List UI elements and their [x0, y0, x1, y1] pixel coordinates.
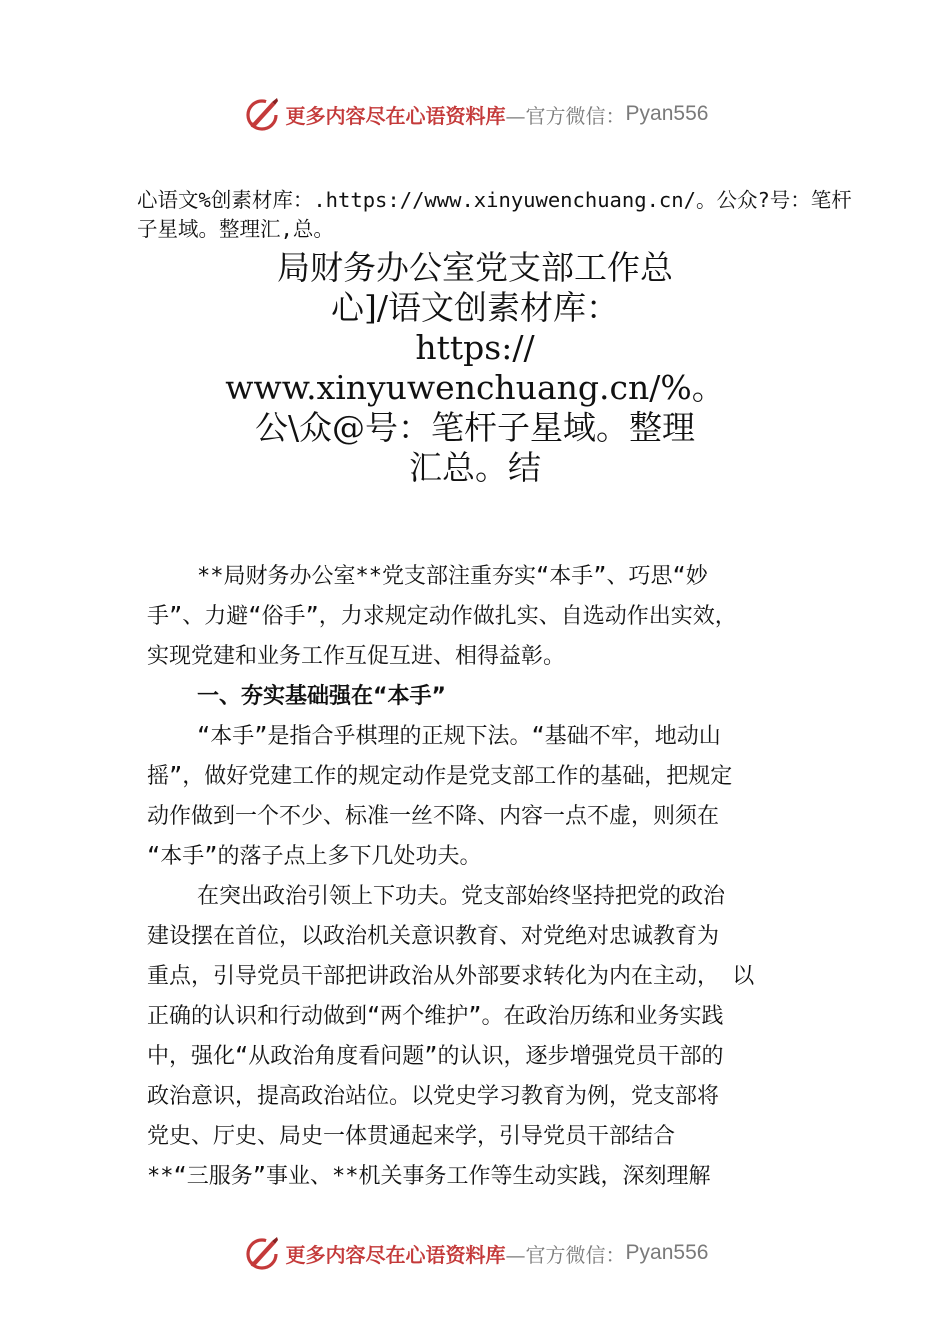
banner-wechat-label: —官方微信： [505, 1242, 626, 1267]
paragraph-line: 动作做到一个不少、标准一丝不降、内容一点不虚，则须在 [147, 804, 720, 829]
banner-wechat-id: Pyan556 [625, 1241, 709, 1264]
paragraph-line: 手”、力避“俗手”，力求规定动作做扎实、自选动作出实效， [147, 604, 737, 629]
brush-seal-logo-icon [242, 94, 282, 134]
paragraph-line: 实现党建和业务工作互促互进、相得益彰。 [147, 644, 566, 669]
title-line: 汇总。结 [409, 448, 541, 487]
title-line: 心]/语文创素材库： [331, 288, 619, 327]
document-title [150, 248, 800, 488]
paragraph-line: **“三服务”事业、**机关事务工作等生动实践，深刻理解 [147, 1164, 711, 1189]
title-line: 局财务办公室党支部工作总 [277, 248, 673, 287]
header-banner [0, 92, 950, 136]
banner-wechat-label: —官方微信： [505, 103, 626, 128]
paragraph-line: “本手”是指合乎棋理的正规下法。“基础不牢，地动山 [197, 724, 721, 749]
paragraph-line: 建设摆在首位，以政治机关意识教育、对党绝对忠诚教育为 [147, 924, 720, 949]
banner-wechat-id: Pyan556 [625, 102, 709, 125]
title-line: https:// [415, 328, 535, 367]
paragraph-line: 在突出政治引领上下功夫。党支部始终坚持把党的政治 [197, 884, 726, 909]
banner-title: 更多内容尽在心语资料库 [285, 1242, 506, 1267]
paragraph-line: “本手”的落子点上多下几处功夫。 [147, 844, 482, 869]
title-line: www.xinyuwenchuang.cn/%。 [225, 368, 725, 407]
paragraph-line: 政治意识，提高政治站位。以党史学习教育为例，党支部将 [147, 1084, 720, 1109]
paragraph-line: 中，强化“从政治角度看问题”的认识，逐步增强党员干部的 [147, 1044, 724, 1069]
title-line: 公\众@号：笔杆子星域。整理 [254, 408, 696, 447]
paragraph-line: 重点，引导党员干部把讲政治从外部要求转化为内在主动， 以 [147, 964, 755, 989]
paragraph-line: 党史、厅史、局史一体贯通起来学，引导党员干部结合 [147, 1124, 676, 1149]
brush-seal-logo-icon [242, 1233, 282, 1273]
footer-banner [0, 1231, 950, 1275]
paragraph-line: 正确的认识和行动做到“两个维护”。在政治历练和业务实践 [147, 1004, 724, 1029]
paragraph-line: **局财务办公室**党支部注重夯实“本手”、巧思“妙 [197, 564, 708, 589]
document-body [147, 557, 827, 1197]
banner-title: 更多内容尽在心语资料库 [285, 103, 506, 128]
section-heading: 一、夯实基础强在“本手” [197, 684, 446, 709]
intro-source-text: 心语文%创素材库：.https://www.xinyuwenchuang.cn/。公众?号：笔杆子星域。整理汇,总。 [137, 188, 852, 241]
paragraph-line: 摇”，做好党建工作的规定动作是党支部工作的基础，把规定 [147, 764, 733, 789]
